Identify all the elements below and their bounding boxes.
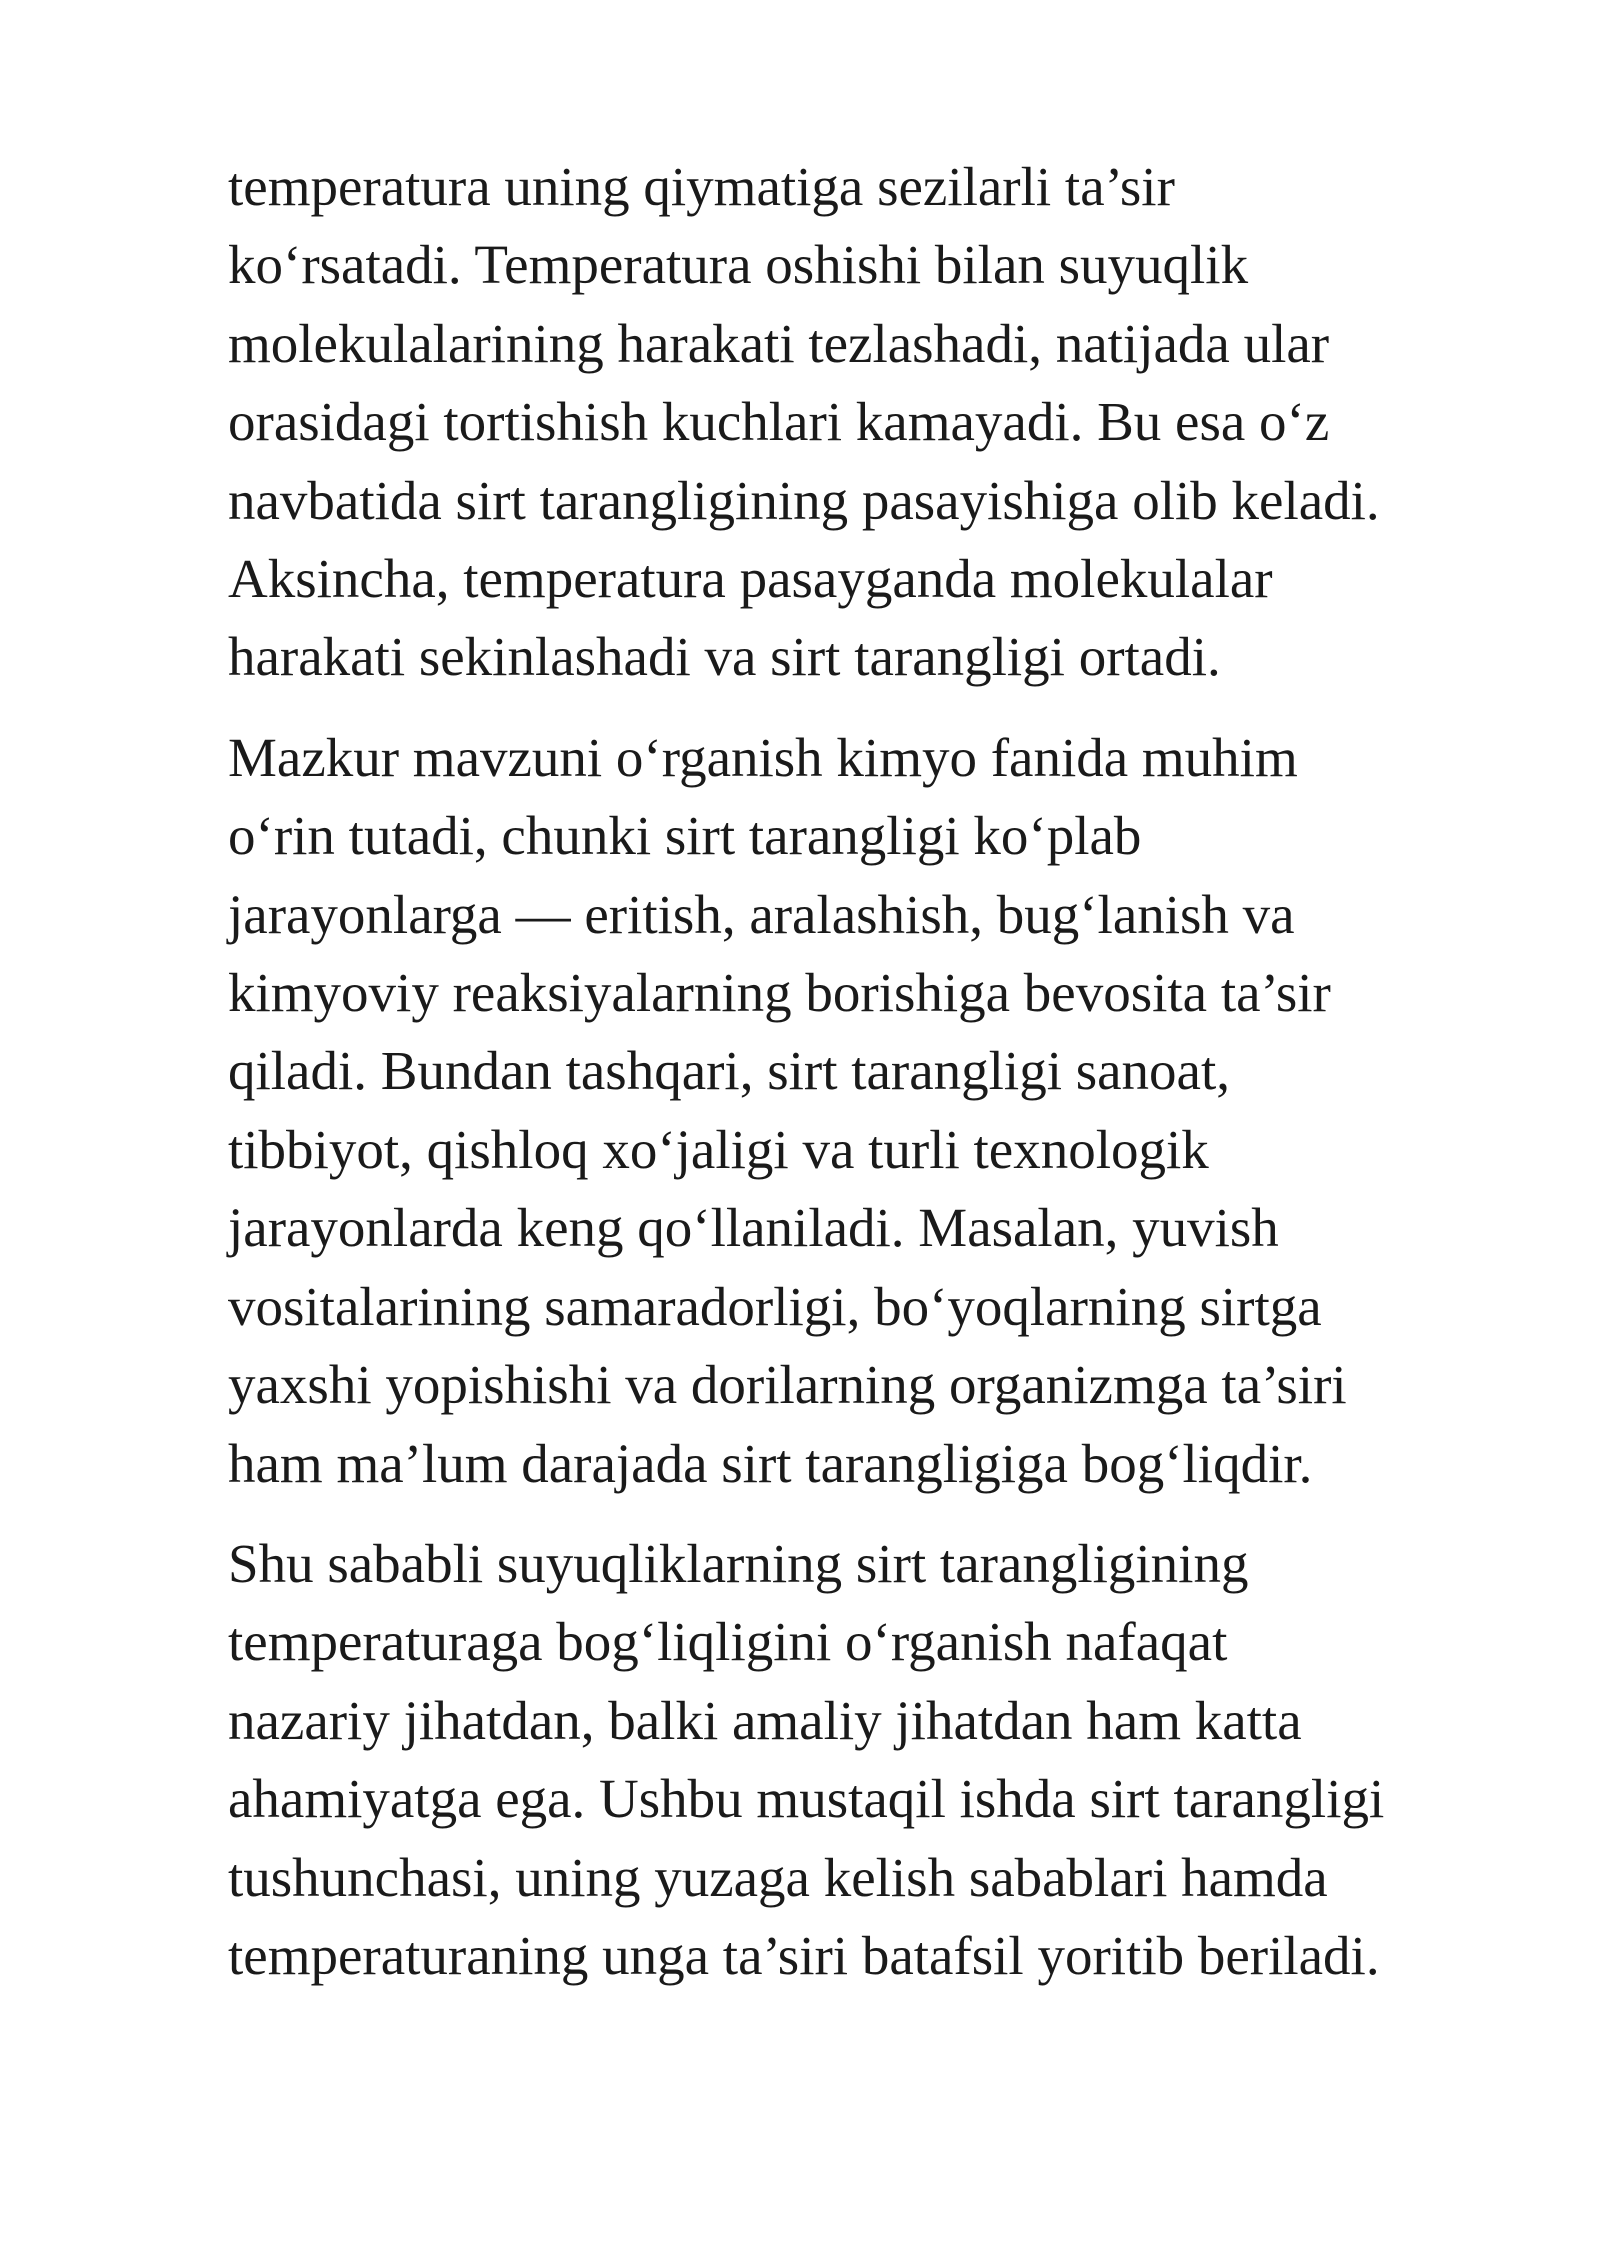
text-line: Aksincha, temperatura pasayganda molekulalar [228, 548, 1273, 610]
text-line: molekulalarining harakati tezlashadi, natijada ular [228, 312, 1330, 374]
text-line: yaxshi yopishishi va dorilarning organizmga ta’siri [228, 1354, 1347, 1416]
text-line: harakati sekinlashadi va sirt tarangligi ortadi. [228, 626, 1221, 688]
text-line: vositalarining samaradorligi, bo‘yoqlarning sirtga [228, 1275, 1322, 1337]
text-line: Shu sababli suyuqliklarning sirt tarangligining [228, 1532, 1249, 1594]
paragraph-2 [228, 719, 1518, 1503]
text-line: Mazkur mavzuni o‘rganish kimyo fanida muhim [228, 726, 1298, 788]
text-line: jarayonlarga — eritish, aralashish, bug‘lanish va [228, 883, 1295, 945]
text-line: navbatida sirt tarangligining pasayishiga olib keladi. [228, 469, 1380, 531]
text-line: jarayonlarda keng qo‘llaniladi. Masalan, yuvish [228, 1197, 1279, 1259]
text-line: tushunchasi, uning yuzaga kelish sabablari hamda [228, 1846, 1328, 1908]
paragraph-1 [228, 148, 1518, 697]
text-line: ahamiyatga ega. Ushbu mustaqil ishda sirt tarangligi [228, 1768, 1385, 1830]
text-line: temperaturaga bog‘liqligini o‘rganish nafaqat [228, 1611, 1228, 1673]
text-line: temperatura uning qiymatiga sezilarli ta’sir [228, 156, 1175, 217]
text-line: ko‘rsatadi. Temperatura oshishi bilan suyuqlik [228, 234, 1249, 296]
body-text [228, 148, 1518, 2017]
text-line: ham ma’lum darajada sirt tarangligiga bog‘liqdir. [228, 1432, 1313, 1494]
text-line: qiladi. Bundan tashqari, sirt tarangligi sanoat, [228, 1040, 1231, 1102]
paragraph-3 [228, 1525, 1518, 1995]
text-line: nazariy jihatdan, balki amaliy jihatdan ham katta [228, 1689, 1302, 1751]
text-line: kimyoviy reaksiyalarning borishiga bevosita ta’sir [228, 962, 1331, 1024]
text-line: orasidagi tortishish kuchlari kamayadi. Bu esa o‘z [228, 391, 1330, 453]
text-line: temperaturaning unga ta’siri batafsil yoritib beriladi. [228, 1924, 1380, 1986]
text-line: tibbiyot, qishloq xo‘jaligi va turli texnologik [228, 1118, 1209, 1180]
text-line: o‘rin tutadi, chunki sirt tarangligi ko‘plab [228, 805, 1142, 867]
